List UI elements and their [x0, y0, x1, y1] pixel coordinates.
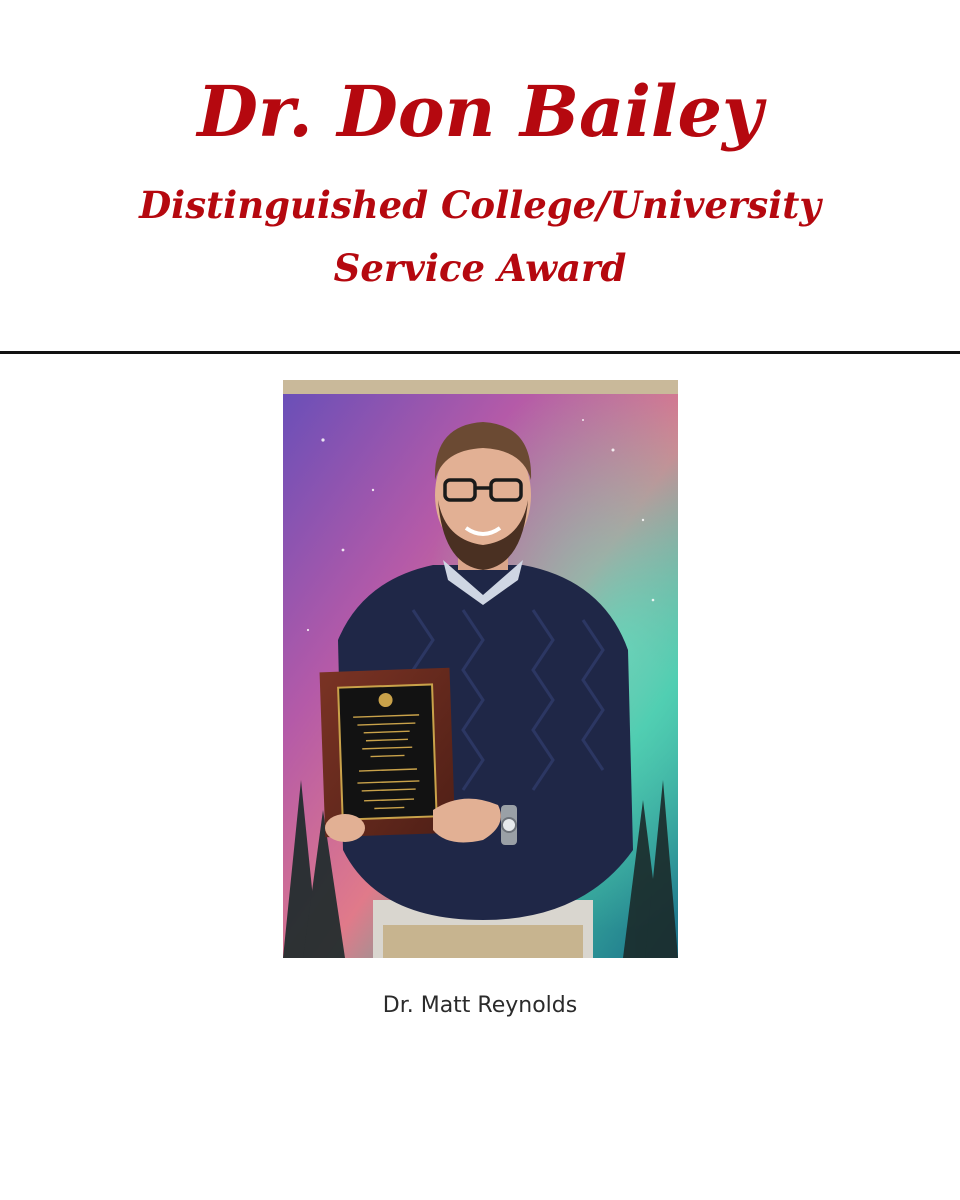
divider-line: [0, 351, 960, 354]
award-name-line-1: Distinguished College/University: [139, 183, 821, 227]
photo-caption: Dr. Matt Reynolds: [382, 993, 578, 1018]
page-title: Dr. Don Bailey: [197, 70, 763, 153]
award-name-line-2: Service Award: [333, 246, 627, 290]
recipient-photo: [283, 380, 678, 958]
photo-illustration: [283, 380, 678, 958]
